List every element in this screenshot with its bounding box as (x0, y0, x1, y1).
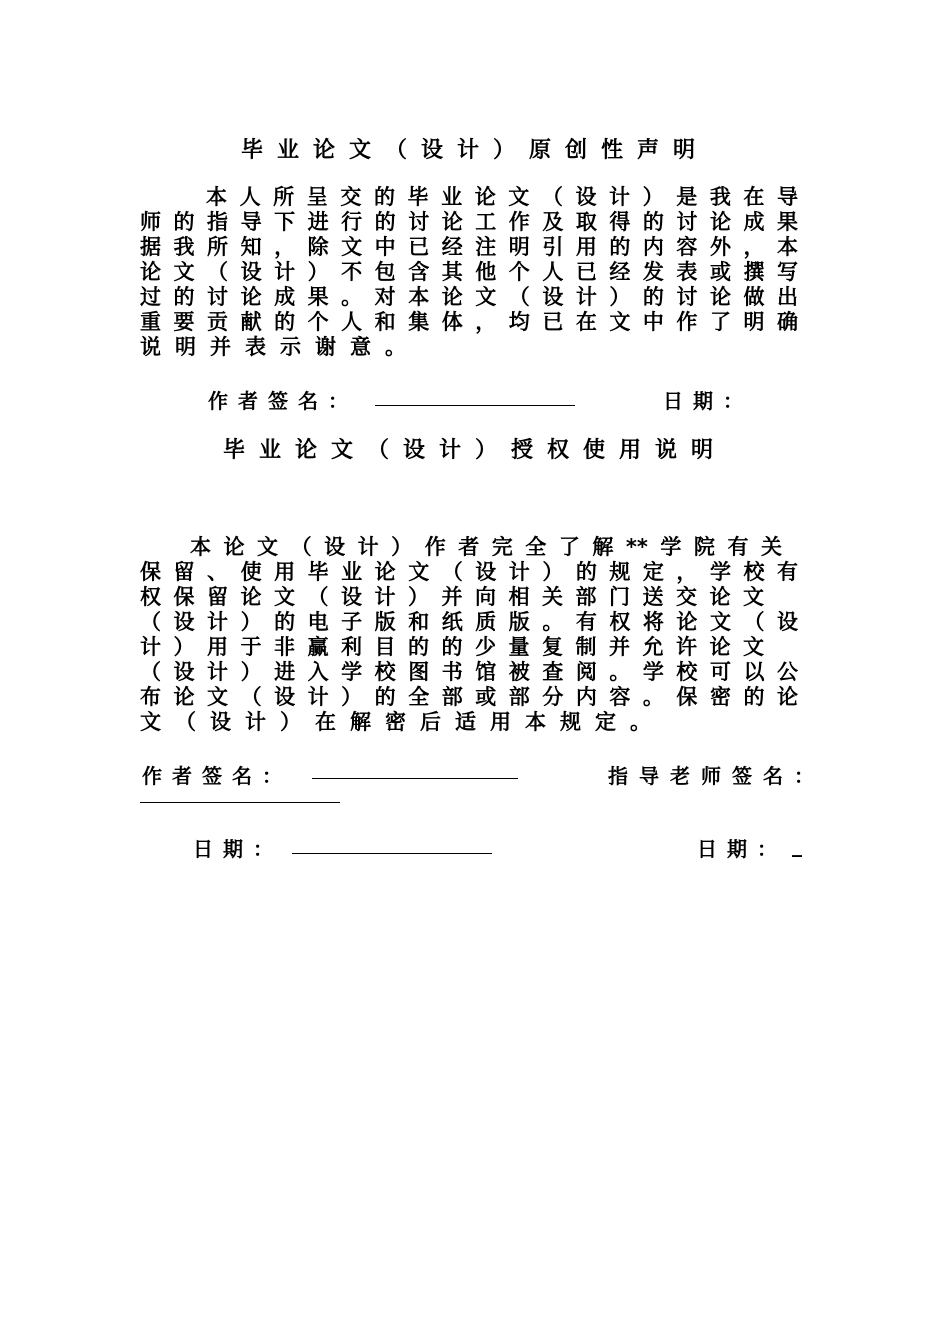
declaration-line-7: 说明并表示谢意。 (140, 335, 420, 359)
authorization-date-line-left[interactable] (292, 853, 492, 854)
authorization-author-sign-label: 作者签名： (142, 764, 292, 788)
declaration-author-sign-line[interactable] (375, 405, 575, 406)
declaration-date-label: 日期： (663, 389, 753, 413)
authorization-line-3: 权保留论文（设计）并向相关部门送交论文 (140, 585, 764, 609)
authorization-title: 毕业论文（设计）授权使用说明 (222, 438, 727, 463)
declaration-author-sign-label: 作者签名： (208, 389, 358, 413)
declaration-line-1: 本人所呈交的毕业论文（设计）是我在导 (206, 185, 798, 209)
authorization-advisor-sign-label: 指导老师签名： (608, 764, 825, 788)
authorization-date-trailing-mark[interactable]: _ (792, 833, 802, 857)
authorization-advisor-sign-line[interactable] (140, 802, 340, 803)
authorization-date-label-right: 日期： (697, 837, 787, 861)
authorization-line-6: （设计）进入学校图书馆被查阅。学校可以公 (140, 660, 798, 684)
authorization-line-8: 文（设计）在解密后适用本规定。 (140, 710, 665, 734)
authorization-date-label-left: 日期： (193, 837, 283, 861)
declaration-line-6: 重要贡献的个人和集体，均已在文中作了明确 (140, 310, 798, 334)
declaration-line-5: 过的讨论成果。对本论文（设计）的讨论做出 (140, 285, 798, 309)
authorization-line-7: 布论文（设计）的全部或部分内容。保密的论 (140, 685, 798, 709)
authorization-line-2: 保留、使用毕业论文（设计）的规定，学校有 (140, 560, 798, 584)
declaration-line-2: 师的指导下进行的讨论工作及取得的讨论成果 (140, 210, 798, 234)
declaration-line-4: 论文（设计）不包含其他个人已经发表或撰写 (140, 260, 798, 284)
declaration-line-3: 据我所知，除文中已经注明引用的内容外，本 (140, 235, 798, 259)
declaration-title: 毕业论文（设计）原创性声明 (240, 138, 709, 163)
authorization-author-sign-line[interactable] (312, 778, 518, 779)
authorization-line-5: 计）用于非赢利目的的少量复制并允许论文 (140, 635, 764, 659)
authorization-line-1: 本论文（设计）作者完全了解**学院有关 (190, 535, 782, 559)
authorization-line-4: （设计）的电子版和纸质版。有权将论文（设 (140, 610, 798, 634)
